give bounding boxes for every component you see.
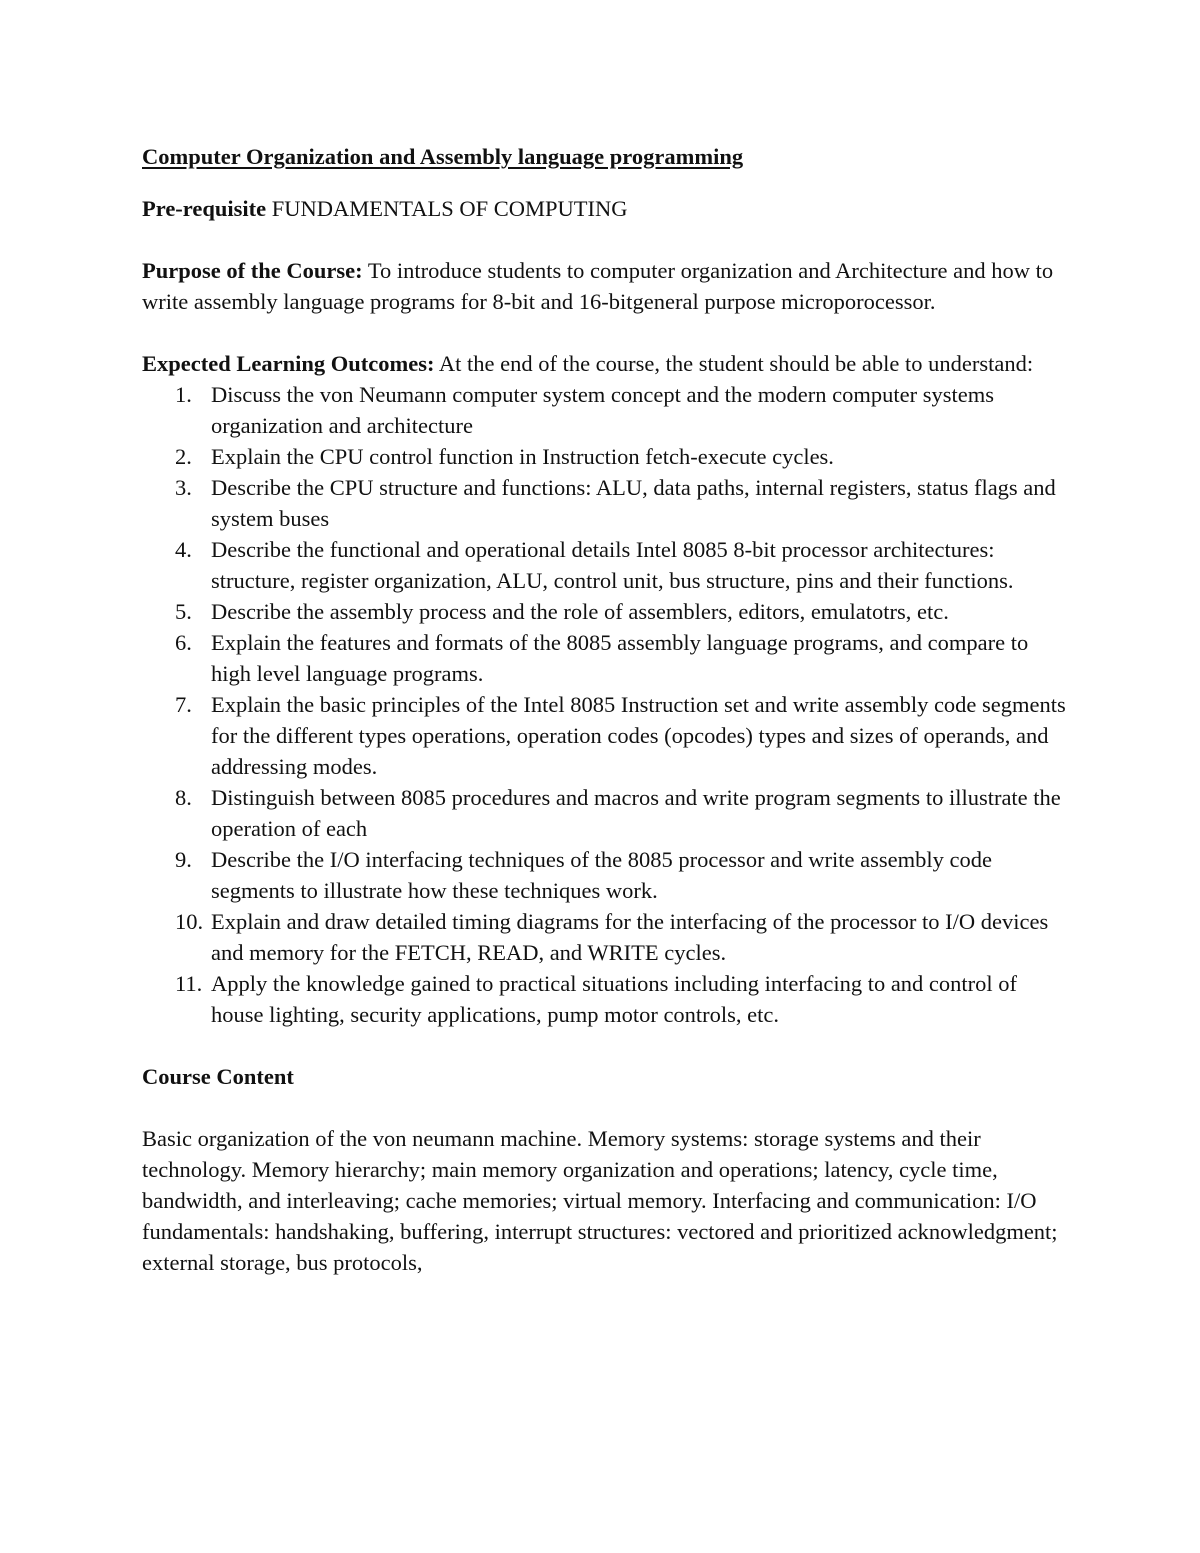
outcomes-label: Expected Learning Outcomes: [142, 351, 435, 376]
list-item-text: Discuss the von Neumann computer system concept and the modern computer systems organization and architecture [211, 382, 994, 438]
list-item [142, 379, 1067, 441]
list-item [142, 782, 1067, 844]
list-item [142, 472, 1067, 534]
prerequisite-label: Pre-requisite [142, 196, 267, 221]
list-item-number: 11. [175, 971, 203, 996]
list-item-number: 3. [175, 475, 192, 500]
list-item [142, 627, 1067, 689]
outcomes-section [142, 348, 1067, 1030]
list-item [142, 441, 1067, 472]
list-item-number: 2. [175, 444, 192, 469]
list-item-text: Distinguish between 8085 procedures and macros and write program segments to illustrate the operation of each [211, 785, 1061, 841]
list-item [142, 844, 1067, 906]
page-title: Computer Organization and Assembly language programming [142, 144, 744, 169]
list-item-number: 1. [175, 382, 192, 407]
list-item-text: Describe the assembly process and the role of assemblers, editors, emulatotrs, etc. [211, 599, 949, 624]
list-item-number: 5. [175, 599, 192, 624]
list-item-text: Explain the CPU control function in Instruction fetch-execute cycles. [211, 444, 834, 469]
list-item-text: Explain and draw detailed timing diagrams for the interfacing of the processor to I/O devices and memory for the FETCH, READ, and WRITE cycles. [211, 909, 1049, 965]
list-item-number: 7. [175, 692, 192, 717]
list-item-number: 8. [175, 785, 192, 810]
list-item-text: Explain the features and formats of the 8085 assembly language programs, and compare to high level language programs. [211, 630, 1029, 686]
list-item-text: Apply the knowledge gained to practical situations including interfacing to and control of house lighting, security applications, pump motor controls, etc. [211, 971, 1018, 1027]
list-item-text: Describe the I/O interfacing techniques of the 8085 processor and write assembly code segments to illustrate how these techniques work. [211, 847, 992, 903]
list-item [142, 596, 1067, 627]
list-item-text: Explain the basic principles of the Intel 8085 Instruction set and write assembly code segments for the different types operations, operation codes (opcodes) types and sizes of operands, and addressing modes. [211, 692, 1066, 779]
outcomes-intro-line [142, 348, 1067, 379]
list-item-number: 10. [175, 909, 204, 934]
list-item-number: 4. [175, 537, 192, 562]
list-item [142, 968, 1067, 1030]
list-item-number: 6. [175, 630, 192, 655]
outcomes-intro: At the end of the course, the student should be able to understand: [434, 351, 1034, 376]
course-content-heading: Course Content [142, 1064, 294, 1089]
prerequisite-line [142, 193, 1067, 224]
list-item-number: 9. [175, 847, 192, 872]
document-page [142, 141, 1067, 1278]
list-item [142, 534, 1067, 596]
list-item [142, 689, 1067, 782]
list-item [142, 906, 1067, 968]
purpose-paragraph [142, 255, 1067, 317]
purpose-label: Purpose of the Course: [142, 258, 363, 283]
list-item-text: Describe the CPU structure and functions: ALU, data paths, internal registers, status flags and system buses [211, 475, 1056, 531]
prerequisite-value: FUNDAMENTALS OF COMPUTING [266, 196, 628, 221]
purpose-text: To introduce students to computer organization and Architecture and how to write assembly language programs for 8-bit and 16-bitgeneral purpose microporocessor. [142, 258, 1054, 314]
outcomes-list [142, 379, 1067, 1030]
course-content-body: Basic organization of the von neumann machine. Memory systems: storage systems and their technology. Memory hierarchy; main memory organization and operations; latency, cycle time, bandwidth, and interleaving; cache memories; virtual memory. Interfacing and communication: I/O fundamentals: handshaking, buffering, interrupt structures: vectored and prioritized acknowledgment; external storage, bus protocols, [142, 1126, 1058, 1275]
list-item-text: Describe the functional and operational details Intel 8085 8-bit processor architectures: structure, register organization, ALU, control unit, bus structure, pins and their functions. [211, 537, 1014, 593]
